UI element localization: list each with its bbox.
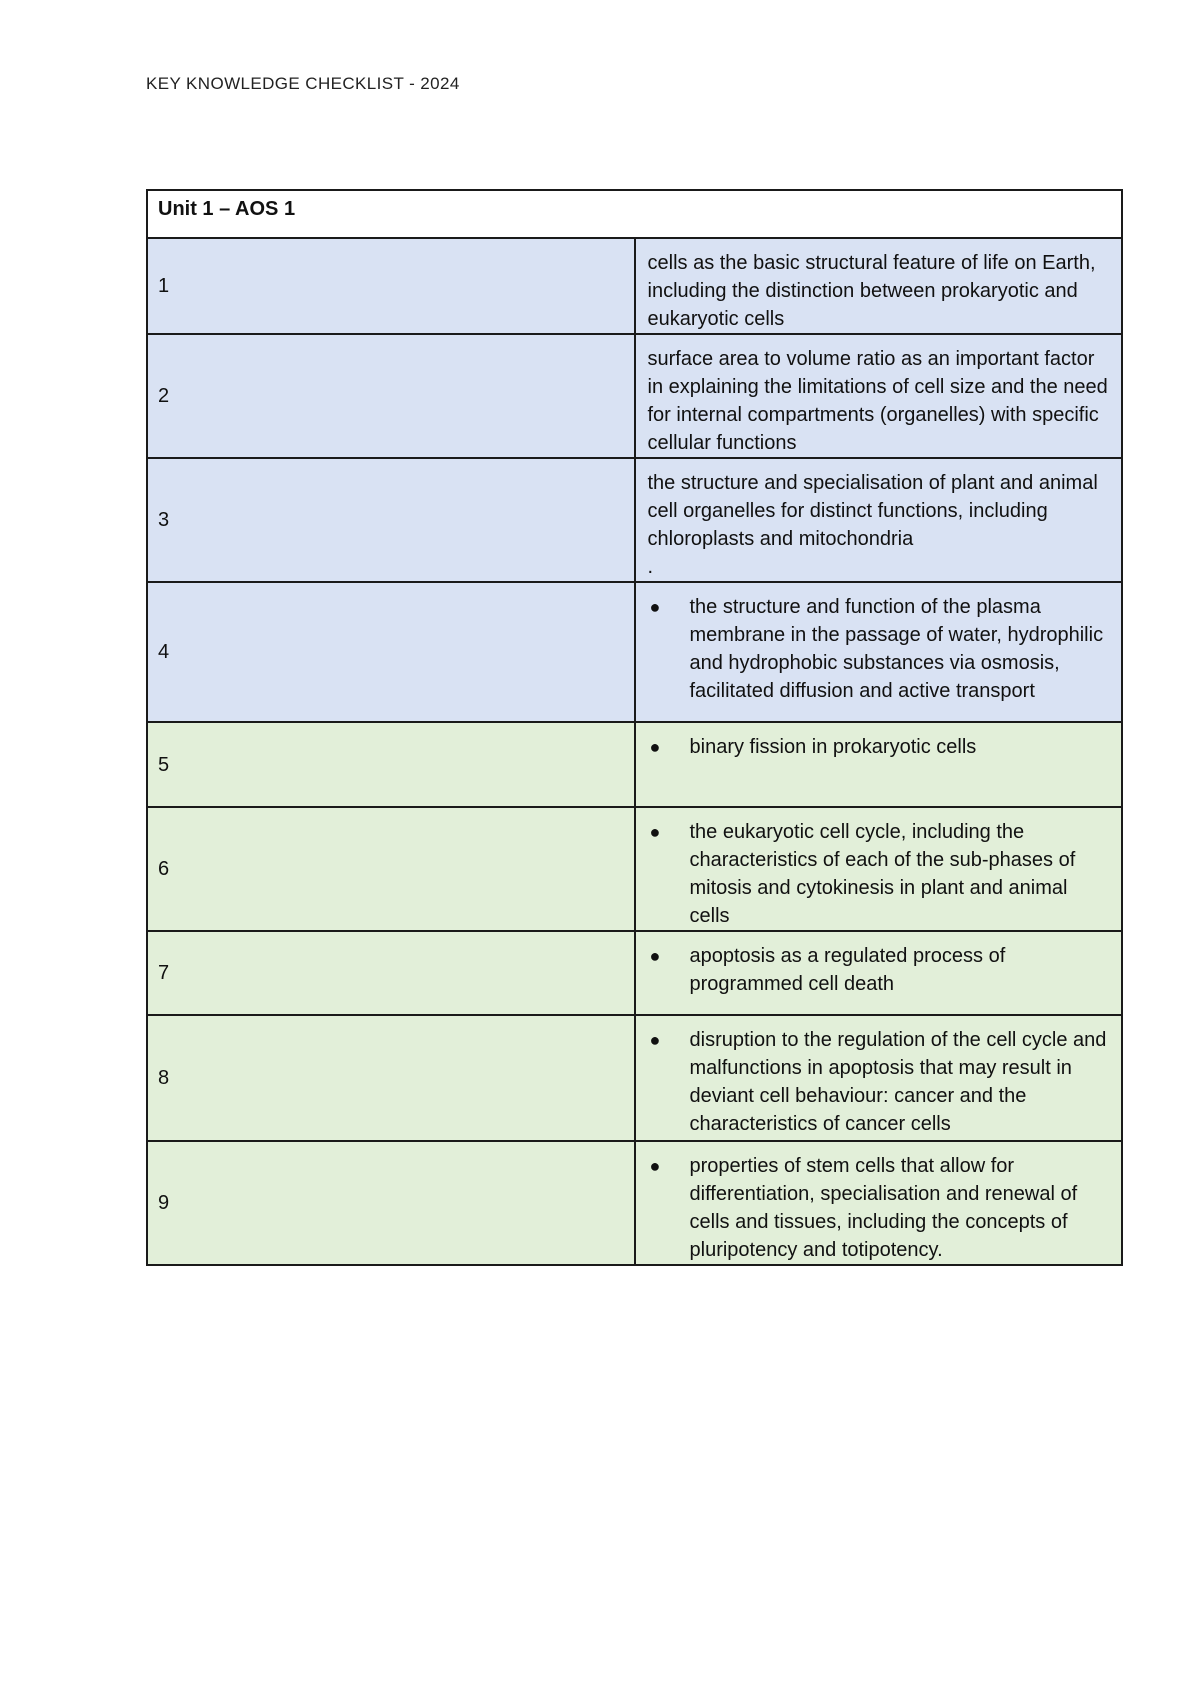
row-number: 1 — [147, 238, 635, 334]
page-header: KEY KNOWLEDGE CHECKLIST - 2024 — [146, 74, 460, 93]
table-title-row — [147, 190, 1122, 238]
row-text-content: disruption to the regulation of the cell cycle and malfunctions in apoptosis that may result in deviant cell behaviour: cancer and the characteristics of cancer cells — [689, 1029, 1107, 1135]
bullet-icon: ● — [649, 946, 661, 966]
row-text — [635, 931, 1123, 1015]
row-text-content: surface area to volume ratio as an important factor in explaining the limitations of cell size and the need for internal compartments (organelles) with specific cellular functions — [647, 348, 1108, 454]
row-text — [635, 334, 1123, 458]
row-text-content: properties of stem cells that allow for differentiation, specialisation and renewal of cells and tissues, including the concepts of pluripotency and totipotency. — [689, 1155, 1078, 1261]
row-text — [635, 238, 1123, 334]
bullet-icon: ● — [649, 737, 661, 757]
table-row — [147, 458, 1122, 582]
table-row — [147, 238, 1122, 334]
row-text-extra: . — [647, 556, 654, 578]
table-row — [147, 1141, 1122, 1265]
row-text-content: the structure and function of the plasma membrane in the passage of water, hydrophilic and hydrophobic substances via osmosis, facilitated diffusion and active transport — [689, 596, 1104, 702]
row-text — [635, 1141, 1123, 1265]
row-text-content: the structure and specialisation of plant and animal cell organelles for distinct functions, including chloroplasts and mitochondria — [647, 472, 1098, 550]
row-number: 9 — [147, 1141, 635, 1265]
row-text — [635, 1015, 1123, 1141]
row-number: 5 — [147, 722, 635, 807]
table-row — [147, 582, 1122, 722]
row-text — [635, 582, 1123, 722]
bullet-icon: ● — [649, 1030, 661, 1050]
row-number: 7 — [147, 931, 635, 1015]
row-number: 8 — [147, 1015, 635, 1141]
table-row — [147, 807, 1122, 931]
table-row — [147, 334, 1122, 458]
row-text — [635, 722, 1123, 807]
row-text-content: the eukaryotic cell cycle, including the characteristics of each of the sub-phases of mitosis and cytokinesis in plant and animal cells — [689, 821, 1076, 927]
row-text — [635, 807, 1123, 931]
bullet-icon: ● — [649, 822, 661, 842]
row-text-content: cells as the basic structural feature of life on Earth, including the distinction between prokaryotic and eukaryotic cells — [647, 252, 1096, 330]
row-number: 4 — [147, 582, 635, 722]
row-text — [635, 458, 1123, 582]
table-row — [147, 722, 1122, 807]
row-number: 2 — [147, 334, 635, 458]
bullet-icon: ● — [649, 597, 661, 617]
key-knowledge-table — [146, 189, 1123, 1266]
row-text-content: binary fission in prokaryotic cells — [689, 736, 977, 758]
table-row — [147, 1015, 1122, 1141]
row-number: 6 — [147, 807, 635, 931]
table-row — [147, 931, 1122, 1015]
row-text-content: apoptosis as a regulated process of programmed cell death — [689, 945, 1006, 995]
row-number: 3 — [147, 458, 635, 582]
table-title: Unit 1 – AOS 1 — [147, 190, 1122, 238]
bullet-icon: ● — [649, 1156, 661, 1176]
